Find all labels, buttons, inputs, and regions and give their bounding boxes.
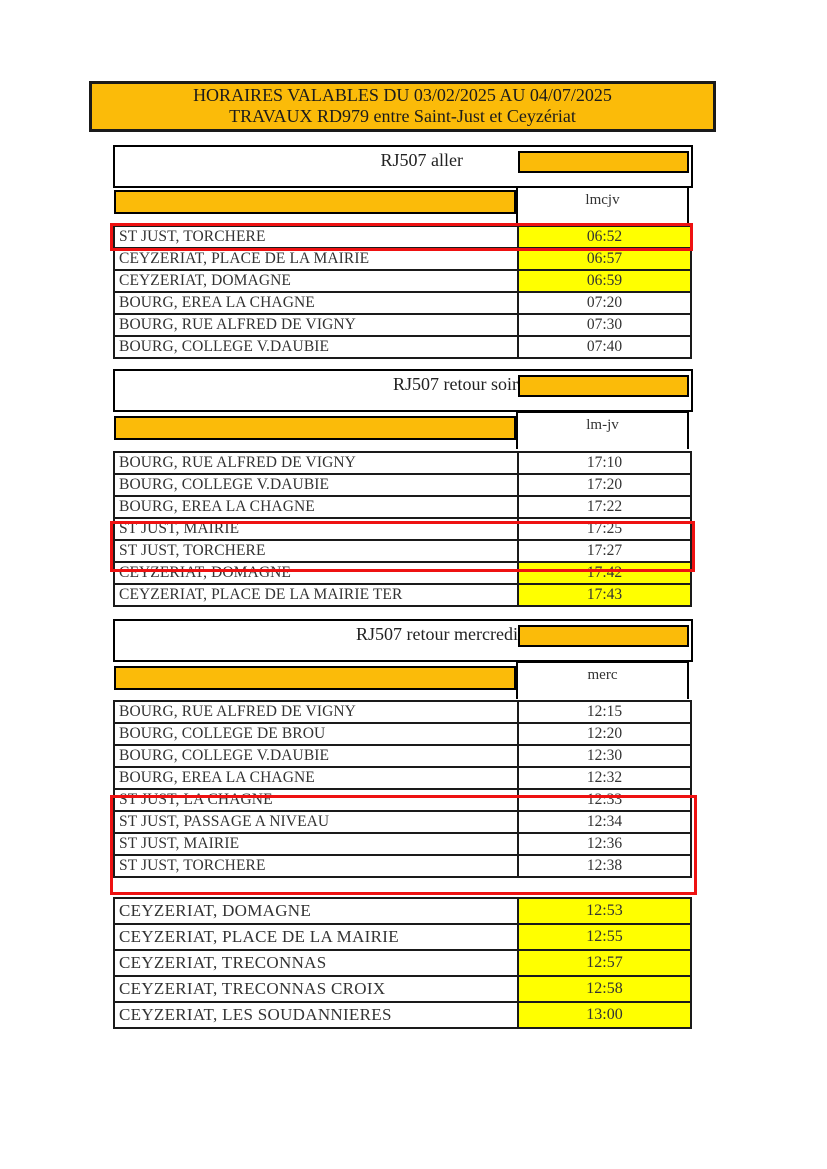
operating-days: lm-jv: [516, 411, 689, 449]
table-row: [114, 584, 691, 606]
departure-time: 07:20: [518, 292, 691, 314]
section-retour-soir-header: [113, 369, 693, 412]
table-row: [114, 950, 691, 976]
table-row: [114, 898, 691, 924]
color-swatch: [518, 375, 689, 397]
table-row: [114, 540, 691, 562]
section-retour-mercredi-header: [113, 619, 693, 662]
works-notice-heading: TRAVAUX RD979 entre Saint-Just et Ceyzériat: [229, 106, 576, 126]
departure-time: 12:36: [518, 833, 691, 855]
schedule-header: [89, 81, 716, 132]
table-row: [114, 474, 691, 496]
stop-name: CEYZERIAT, TRECONNAS: [114, 950, 518, 976]
departure-time: 06:57: [518, 248, 691, 270]
stop-name: ST JUST, TORCHERE: [114, 540, 518, 562]
stop-name: CEYZERIAT, DOMAGNE: [114, 898, 518, 924]
section-retour-mercredi-table: [113, 700, 692, 878]
departure-time: 12:34: [518, 811, 691, 833]
stop-name: ST JUST, MAIRIE: [114, 518, 518, 540]
departure-time: 06:52: [518, 226, 691, 248]
stop-name: ST JUST, PASSAGE A NIVEAU: [114, 811, 518, 833]
departure-time: 12:30: [518, 745, 691, 767]
table-row: [114, 562, 691, 584]
table-row: [114, 701, 691, 723]
color-swatch: [114, 416, 516, 440]
departure-time: 06:59: [518, 270, 691, 292]
table-row: [114, 767, 691, 789]
departure-time: 17:43: [518, 584, 691, 606]
departure-time: 17:22: [518, 496, 691, 518]
table-row: [114, 248, 691, 270]
section-retour-soir-table: [113, 451, 692, 607]
departure-time: 07:30: [518, 314, 691, 336]
table-row: [114, 811, 691, 833]
stop-name: CEYZERIAT, DOMAGNE: [114, 562, 518, 584]
table-row: [114, 336, 691, 358]
stop-name: CEYZERIAT, PLACE DE LA MAIRIE TER: [114, 584, 518, 606]
stop-name: CEYZERIAT, DOMAGNE: [114, 270, 518, 292]
stop-name: CEYZERIAT, TRECONNAS CROIX: [114, 976, 518, 1002]
section-retour-mercredi-table-extra: [113, 897, 692, 1029]
table-row: [114, 745, 691, 767]
validity-dates-heading: HORAIRES VALABLES DU 03/02/2025 AU 04/07/2025: [193, 85, 612, 105]
stop-name: CEYZERIAT, LES SOUDANNIERES: [114, 1002, 518, 1028]
departure-time: 17:10: [518, 452, 691, 474]
table-row: [114, 292, 691, 314]
color-swatch: [114, 190, 516, 214]
color-swatch: [518, 151, 689, 173]
section-title: RJ507 aller: [380, 150, 463, 170]
departure-time: 12:32: [518, 767, 691, 789]
departure-time: 12:15: [518, 701, 691, 723]
departure-time: 12:53: [518, 898, 691, 924]
stop-name: CEYZERIAT, PLACE DE LA MAIRIE: [114, 924, 518, 950]
table-row: [114, 314, 691, 336]
stop-name: BOURG, RUE ALFRED DE VIGNY: [114, 701, 518, 723]
departure-time: 07:40: [518, 336, 691, 358]
stop-name: BOURG, COLLEGE V.DAUBIE: [114, 745, 518, 767]
stop-name: ST JUST, LA CHAGNE: [114, 789, 518, 811]
table-row: [114, 452, 691, 474]
operating-days: lmcjv: [516, 186, 689, 224]
departure-time: 12:57: [518, 950, 691, 976]
table-row: [114, 789, 691, 811]
table-row: [114, 855, 691, 877]
color-swatch: [114, 666, 516, 690]
stop-name: BOURG, EREA LA CHAGNE: [114, 496, 518, 518]
section-aller-table: [113, 225, 692, 359]
stop-name: BOURG, COLLEGE DE BROU: [114, 723, 518, 745]
section-title: RJ507 retour mercredi: [356, 624, 518, 644]
departure-time: 17:27: [518, 540, 691, 562]
stop-name: ST JUST, TORCHERE: [114, 226, 518, 248]
departure-time: 12:20: [518, 723, 691, 745]
departure-time: 17:20: [518, 474, 691, 496]
stop-name: BOURG, EREA LA CHAGNE: [114, 767, 518, 789]
table-row: [114, 924, 691, 950]
table-row: [114, 1002, 691, 1028]
stop-name: BOURG, COLLEGE V.DAUBIE: [114, 336, 518, 358]
stop-name: CEYZERIAT, PLACE DE LA MAIRIE: [114, 248, 518, 270]
stop-name: ST JUST, TORCHERE: [114, 855, 518, 877]
operating-days: merc: [516, 661, 689, 699]
color-swatch: [518, 625, 689, 647]
departure-time: 12:38: [518, 855, 691, 877]
stop-name: BOURG, EREA LA CHAGNE: [114, 292, 518, 314]
stop-name: BOURG, COLLEGE V.DAUBIE: [114, 474, 518, 496]
table-row: [114, 723, 691, 745]
table-row: [114, 518, 691, 540]
table-row: [114, 976, 691, 1002]
stop-name: BOURG, RUE ALFRED DE VIGNY: [114, 452, 518, 474]
stop-name: BOURG, RUE ALFRED DE VIGNY: [114, 314, 518, 336]
departure-time: 13:00: [518, 1002, 691, 1028]
table-row: [114, 496, 691, 518]
departure-time: 17:42: [518, 562, 691, 584]
departure-time: 12:33: [518, 789, 691, 811]
table-row: [114, 833, 691, 855]
section-aller-header: [113, 145, 693, 188]
table-row: [114, 226, 691, 248]
section-title: RJ507 retour soir: [393, 374, 518, 394]
departure-time: 12:58: [518, 976, 691, 1002]
departure-time: 12:55: [518, 924, 691, 950]
stop-name: ST JUST, MAIRIE: [114, 833, 518, 855]
table-row: [114, 270, 691, 292]
departure-time: 17:25: [518, 518, 691, 540]
